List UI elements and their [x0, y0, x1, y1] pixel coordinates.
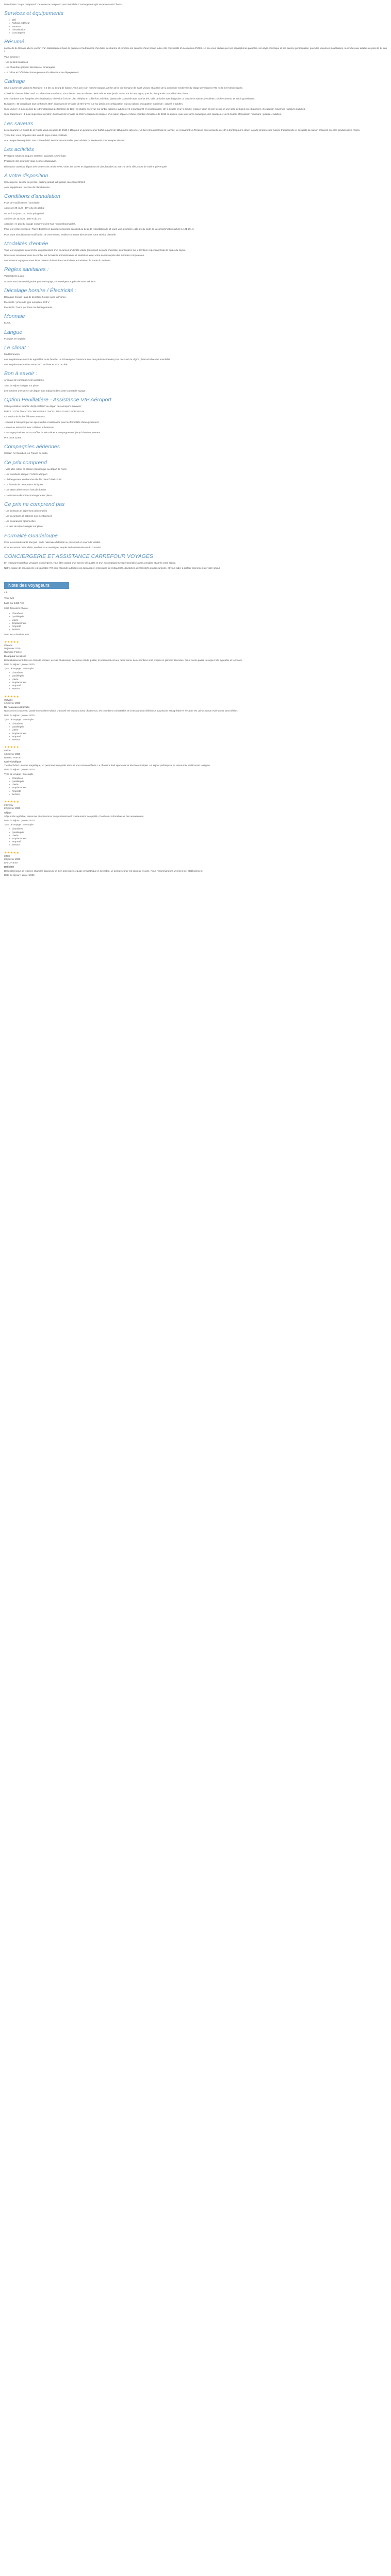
section-paragraph: La Ruelle de Rosalie allie le confort d'un établissement haut de gamme à l'authenticité d'un hôtel de charme et combine les services d'une bonne table et la convivialité d'une maison d'hôtes. Le lieu vous séduira par ses atmosphères paisibles, son style éclectique et son service personnalisé, pour des vacances inoubliables, réservées aux adultes de plus de 14 ans !	[4, 47, 387, 53]
section-title-cadre: Cadrage	[4, 78, 25, 85]
section-paragraph: Pratiques: des cours de yoga, séance d'aquagym.	[4, 160, 57, 163]
section-paragraph: - Passage prioritaire aux contrôles de sécurité et accompagnement jusqu'à l'embarquement	[4, 431, 101, 434]
section-title-prixnecomprend: Ce prix ne comprend pas	[4, 501, 65, 507]
section-paragraph: - Accueil à l'aéroport par un agent dédié et assistance pour les formalités d'enregistrement	[4, 420, 99, 423]
section-paragraph: Tous les voyageurs doivent être en possession d'un document d'identité valide (passeport ou carte d'identité) pour l'entrée sur le territoire et pendant toute la durée du séjour.	[4, 248, 186, 251]
review-note-item: ▪ Service	[9, 793, 387, 796]
review-item	[4, 746, 387, 796]
section-paragraph: Frais de modifications / annulation :	[4, 201, 42, 205]
last-reviews-line: Voici les 5 derniers avis	[4, 633, 29, 636]
section-paragraph: Pour les ressortissants français : carte nationale d'identité ou passeport en cours de validité.	[4, 540, 101, 544]
section-paragraph: - Les taxes aériennes et frais de dossier	[4, 488, 46, 492]
review-note-item: ▪ Chambres	[9, 722, 387, 725]
review-location: Lyon, France	[4, 861, 18, 865]
section-title-regles: Règles sanitaires :	[4, 266, 49, 273]
section-paragraph: - Les petites boutiques	[4, 60, 28, 63]
section-title-resume: Résumé	[4, 39, 25, 45]
section-paragraph: Nous vous recommandons de vérifier les formalités administratives et sanitaires avant votre départ auprès des autorités compétentes.	[4, 253, 145, 257]
total-reviews-label: Total avis	[4, 596, 14, 599]
review-stay-date: Date du séjour : janvier 2020	[4, 768, 35, 771]
section-paragraph: Avec supplément : service de blanchisserie.	[4, 186, 51, 189]
section-paragraph: Corsair, Air Caraïbes, Air France ou autre.	[4, 452, 48, 455]
list-item: ▪ Wifi	[9, 19, 387, 22]
section-title-lessaveurs: Les saveurs	[4, 120, 34, 127]
review-note-item: ▪ Service	[9, 738, 387, 741]
review-stay-date: Date du séjour : janvier 2020	[4, 714, 35, 717]
section-paragraph: Conciergerie, service de presse, parking gratuit, wifi gratuit, réception 24h/24.	[4, 180, 86, 183]
rating-category: ▪ Service	[9, 628, 387, 631]
section-paragraph: Vaccinations à jour.	[4, 275, 25, 278]
section-paragraph: Situé à 12 km de Vaison-la-Romaine, à 2 km du bourg de Sainte-Anne avec son marché typique, à 8 km de la cité romaine de Saint-Vivant, et à 3 km de la commune médiévale du village de Vaisons (700 m) la mer Méditerranée.	[4, 87, 243, 90]
section-title-modalites: Modalités d'entrée	[4, 240, 48, 247]
reviews-section	[4, 582, 387, 877]
review-stars-icon: ★★★★★	[4, 800, 20, 804]
review-author: Océane	[4, 643, 13, 647]
section-title-decalage: Décalage horaire / Électricité :	[4, 287, 77, 294]
review-author: mleremy	[4, 804, 13, 807]
section-paragraph: Les températures sont très agréables toute l'année. Le Printemps et l'automne sont des périodes idéales pour découvrir la région ; l'été est chaud et ensoleillé.	[4, 358, 171, 361]
list-item: ▪ Terrasse	[9, 25, 387, 28]
section-title-conditions: Conditions d'annulation	[4, 193, 60, 200]
list-item: ▪ Parking extérieur	[9, 22, 387, 25]
section-paragraph: - L'assistance de notre conciergerie sur place	[4, 494, 52, 497]
section-paragraph: Le restaurant: Le bistrot de la Ruelle vous accueille de 8h30 à 10h pour un petit déjeuner buffet, à partir de 12h pour le déjeuner. Un bar est ouvert toute la journée. Le restaurant La Terrasse vous accueille de 19h à 21h30 pour le dîner, la carte propose une cuisine traditionnelle et des plats de saison préparés avec les produits de la région.	[4, 128, 361, 131]
rating-category: ▪ Chambres	[9, 612, 387, 615]
review-trip-type: Type de voyage : En couple	[4, 718, 34, 721]
section-paragraph: Pour les autres nationalités, veuillez vous renseigner auprès de l'ambassade ou du consulat.	[4, 546, 102, 549]
overall-score: 4.6	[4, 591, 8, 594]
rating-category: ▪ Qualité/prix	[9, 615, 387, 618]
review-date: 05 janvier 2020	[4, 647, 21, 650]
section-paragraph: Types Bar: vous proposes des vins de pays et des cocktails.	[4, 133, 68, 137]
section-paragraph: Notre équipe de conciergerie est joignable 7j/7 pour répondre à toutes vos demandes : réservation de restaurants, d'activités, de transferts ou d'excursions, et vous aider à profiter pleinement de votre séjour.	[4, 567, 221, 570]
section-paragraph: Euros.	[4, 321, 11, 325]
review-stars-icon: ★★★★★	[4, 746, 20, 750]
section-paragraph: Les chambres sont équipées de climatisation, télévision à écran plat, téléphone, coffre-fort, mini-bar, plateau de courtoisie avec café et thé, salle de bains avec baignoire ou douche et articles de toilette ; sèche-cheveux et miroir grossissant.	[4, 97, 255, 100]
review-title: Bel hôtel	[4, 866, 14, 869]
section-paragraph: L'hôtel de charme "label rosé" a 3 chambres standards, six suites et une tour d'un et demi mètres avec jardin et vue sur la campagne, pour la plus grande tranquillité des clients.	[4, 92, 189, 95]
review-note-item: ▪ Propreté	[9, 684, 387, 687]
section-paragraph: Cette prestation valable UNIQUEMENT au départ des aéroports suivants :	[4, 404, 83, 408]
review-note-item: ▪ Literie	[9, 678, 387, 681]
review-note-item: ▪ Literie	[9, 783, 387, 786]
sections-container	[4, 10, 387, 570]
section-paragraph: Pour les ventes voyages : Travel Express et package n'ouvrent pas droit au délai de rétractation de 14 jours visé à l'article L.121-21 du code de la consommation (article L.121-20-4).	[4, 228, 194, 231]
section-paragraph: - Les chambres joliment décorées et aménagées	[4, 66, 56, 69]
review-date: 22 janvier 2020	[4, 807, 21, 810]
reviews-list	[4, 641, 387, 877]
section-paragraph: Les horaires d'arrivée et de départ sont indiqués dans votre carnet de voyage.	[4, 389, 86, 392]
section-paragraph: Prestiges: Chaises longues, terrasse, parasols, sèche-bain.	[4, 155, 67, 158]
intro-nav-text: Description Ce que comprend : Ce qu'on ne comprend pas Formalités Conciergerie Logis Vacances Avis Clients	[4, 3, 122, 6]
section-title-prixcomprend: Ce prix comprend	[4, 459, 47, 466]
review-date: 12 janvier 2020	[4, 701, 21, 704]
review-author: carine	[4, 749, 11, 752]
review-note-item: ▪ Service	[9, 687, 387, 690]
section-paragraph: Vous aimerez :	[4, 55, 20, 58]
review-note-item: ▪ Qualité/prix	[9, 780, 387, 783]
total-reviews-line: basé sur 1462 Avis	[4, 601, 24, 604]
section-title-option: Option Peuillatière - Assistance VIP Aéroport	[4, 396, 111, 403]
review-note-item: ▪ Emplacement	[9, 732, 387, 735]
section-paragraph: A plus de 30 jours : 10% du prix global	[4, 207, 45, 210]
section-title-compagnies: Compagnies aériennes	[4, 444, 60, 450]
review-note-item: ▪ Qualité/prix	[9, 831, 387, 834]
section-paragraph: - Les transferts aéroport / hôtel / aéroport	[4, 472, 47, 476]
section-title-disposition: A votre disposition	[4, 172, 48, 179]
review-author: lefilet	[4, 854, 10, 857]
section-paragraph: - La formule de restauration indiquée	[4, 483, 43, 486]
review-stay-date: Date du séjour : janvier 2020	[4, 819, 35, 822]
review-note-item: ▪ Literie	[9, 728, 387, 732]
review-trip-type: Type de voyage : En couple	[4, 772, 34, 775]
section-paragraph: PARIS / LYON / NANTES / MARSEILLE / NICE / TOULOUSE / BORDEAUX	[4, 410, 84, 413]
review-author: stefvalle	[4, 698, 13, 701]
review-stars-icon: ★★★★★	[4, 851, 20, 855]
review-note-item: ▪ Emplacement	[9, 681, 387, 684]
review-stay-date: Date du séjour : janvier 2020	[4, 663, 35, 666]
section-paragraph: Animaux de compagnie non acceptés.	[4, 379, 44, 382]
review-note-item: ▪ Emplacement	[9, 837, 387, 840]
review-date: 18 janvier 2020	[4, 752, 21, 755]
section-paragraph: Électricité : fourni par Tous nos hébergements.	[4, 306, 53, 309]
review-notes	[4, 827, 387, 846]
review-trip-type: Type de voyage : En couple	[4, 667, 34, 670]
section-paragraph: De 30 à 15 jours : 50 % du prix global	[4, 212, 44, 215]
review-title: Idéal pour se poser	[4, 655, 26, 658]
review-notes	[4, 777, 387, 796]
section-paragraph: Les températures varient entre 10°C en hiver et 30°C en été.	[4, 363, 68, 366]
section-paragraph: Méditerranéen.	[4, 352, 20, 355]
section-paragraph: Aux usages bien équipés: une cuisine d'été, service de sommelier pour adultes ou seulement pour le repas du soir.	[4, 139, 125, 142]
review-location: Quimper, France	[4, 651, 22, 654]
section-paragraph: - Les assurances optionnelles	[4, 520, 36, 523]
review-title: Séjour	[4, 811, 12, 814]
review-note-item: ▪ Chambres	[9, 671, 387, 674]
reviews-heading: Note des voyageurs	[4, 582, 69, 589]
list-item: ▪ Climatisation	[9, 28, 387, 31]
section-paragraph: Les mineurs voyageant sans leurs parents doivent être munis d'une autorisation de sortie du territoire.	[4, 259, 111, 262]
review-note-item: ▪ Propreté	[9, 790, 387, 793]
review-note-item: ▪ Chambres	[9, 777, 387, 780]
section-title-monnaie: Monnaie	[4, 313, 25, 320]
review-location: Nantes, France	[4, 756, 21, 759]
section-paragraph: Électricité : prises de type européen, 220 V.	[4, 300, 50, 303]
review-item	[4, 852, 387, 877]
review-body: Nous avons à nouveau passé un excellent séjour. L'accueil est toujours aussi chaleureux, les chambres confortables et la restauration délicieuse. La piscine est agréable et le cadre est calme. Nous reviendrons sans hésiter.	[4, 709, 238, 713]
section-paragraph: Découvrez aussi au départ des sentiers de randonnées, visite des caves et dégustation de vins, balades au marché de la ville, cours de cuisine provençale.	[4, 165, 168, 168]
review-note-item: ▪ Emplacement	[9, 786, 387, 789]
review-item	[4, 641, 387, 691]
review-notes	[4, 671, 387, 690]
review-notes	[4, 722, 387, 741]
section-paragraph: - Les boissons et dépenses personnelles	[4, 509, 47, 512]
review-body: Bel établissement dans un écrin de verdure, accueil chaleureux, la cuisine est de qualité, le personnel est aux petits soins. Les chambres sont propres et joliment décorées. Nous avons passé un séjour très agréable et reposant.	[4, 658, 242, 662]
section-paragraph: Suite Supérieure : 1 suite supérieure de 54m² disposant de terrasse de 22m² entièrement équipée, d'un salon séparé et d'une chambre climatisée de 2016 en duplex, avec vue sur la campagne, des canapés et un lit double. Occupation maximum : jusqu'à 4 adultes.	[4, 113, 282, 116]
review-note-item: ▪ Qualité/prix	[9, 725, 387, 728]
section-paragraph: Ce service inclut les éléments suivants :	[4, 415, 46, 418]
section-title-activites: Les activités	[4, 146, 34, 153]
section-paragraph: Taxe de séjour à régler sur place.	[4, 384, 39, 387]
review-note-item: ▪ Qualité/prix	[9, 674, 387, 677]
review-note-item: ▪ Service	[9, 843, 387, 846]
review-body: Très bel hôtel, une vue magnifique, un personnel aux petits soins et une cuisine raffinée. La chambre était spacieuse et très bien équipée. Un séjour parfait pour se ressourcer et découvrir la région.	[4, 764, 211, 767]
review-body: Bel endroit pour se reposer, chambre spacieuse et bien aménagée, équipe sympathique et serviable. Le petit déjeuner est copieux et varié. Nous recommandons vivement cet établissement.	[4, 869, 203, 872]
review-note-item: ▪ Literie	[9, 834, 387, 837]
review-stars-icon: ★★★★★	[4, 640, 20, 644]
section-paragraph: - Les excursions et activités non mentionnées	[4, 515, 52, 517]
section-paragraph: En réservant Carrefour Voyages Conciergerie, vous êtes assuré d'un service de qualité et d'un accompagnement personnalisé avant, pendant et après votre séjour.	[4, 562, 176, 565]
section-title-services: Services et équipements	[4, 10, 63, 17]
review-item	[4, 801, 387, 847]
section-paragraph: - Le calme et l'hôtel de charme propice à la détente et au dépaysement	[4, 71, 79, 74]
section-list-services	[4, 19, 387, 35]
review-note-item: ▪ Chambres	[9, 827, 387, 831]
section-paragraph: Aucune vaccination obligatoire pour ce voyage, se renseigner auprès de votre médecin.	[4, 280, 96, 283]
review-stars-icon: ★★★★★	[4, 695, 20, 699]
section-title-bon: Bon à savoir :	[4, 370, 38, 377]
section-paragraph: - Vols aller-retour en classe économique au départ de Paris	[4, 467, 67, 470]
section-paragraph: - Accès au salon VIP avec collation et boissons	[4, 426, 54, 429]
review-date: 28 janvier 2020	[4, 858, 21, 861]
section-title-langue: Langue	[4, 329, 23, 335]
review-stay-date: Date du séjour : janvier 2020	[4, 873, 35, 876]
section-paragraph: Pour toute annulation ou modification de votre séjour, veuillez contacter directement notre service clientèle.	[4, 233, 117, 236]
list-item: ▪ Conciergerie	[9, 31, 387, 35]
section-paragraph: Prix base 2 pers.	[4, 436, 22, 439]
section-paragraph: Français et l'anglais.	[4, 337, 26, 340]
review-note-item: ▪ Propreté	[9, 840, 387, 843]
rating-category: ▪ Emplacement	[9, 622, 387, 625]
section-title-concierge: CONCIERGERIE ET ASSISTANCE CARREFOUR VOYAGES	[4, 553, 153, 560]
section-title-formalite: Formalité Guadeloupe	[4, 532, 58, 539]
review-item	[4, 696, 387, 742]
review-body: Séjour très agréable, personnel attentionné et très professionnel. Restauration de qualité, chambres confortables et bien entretenues.	[4, 815, 144, 818]
rating-categories	[4, 612, 387, 631]
section-paragraph: Bungalow : 40 bungalows tout confort de 28m² disposant de terrasse de 8m² avec vue sur jardin, en configuration tout au balcon. Occupation maximum : jusqu'à 3 adultes.	[4, 103, 184, 106]
section-paragraph: - L'hébergement en chambre double dans l'hôtel choisi	[4, 478, 62, 481]
review-title: De nouveau confirmés	[4, 706, 30, 709]
page-content	[0, 0, 391, 877]
section-paragraph: A moins de 15 jours : 100 % du prix	[4, 217, 42, 220]
review-trip-type: Type de voyage : En couple	[4, 823, 34, 826]
section-paragraph: Suite Junior : 2 suites junior de 44m² disposant de terrasse de 12m² en duplex avec vue sur jardin, jusqu'à 4 adultes et 1 enfant par lit en configuration. Un lit double et un lit simple, espace salon et coin lecture et une salle de bains avec baignoire. Occupation maximum : jusqu'à 4 adultes.	[4, 108, 306, 111]
section-paragraph: Attention : le prix du voyage comprend des frais non remboursables.	[4, 223, 76, 226]
rating-category: ▪ Propreté	[9, 625, 387, 628]
review-source: 2020 Travelers Choice	[4, 607, 28, 610]
section-paragraph: - La taxe de séjour à régler sur place	[4, 525, 43, 528]
rating-category: ▪ Literie	[9, 619, 387, 622]
section-title-climat: Le climat :	[4, 344, 29, 351]
review-note-item: ▪ Propreté	[9, 735, 387, 738]
section-paragraph: Décalage horaire : pas de décalage horaire avec la France.	[4, 295, 67, 298]
review-title: Cadre idyllique	[4, 760, 21, 763]
